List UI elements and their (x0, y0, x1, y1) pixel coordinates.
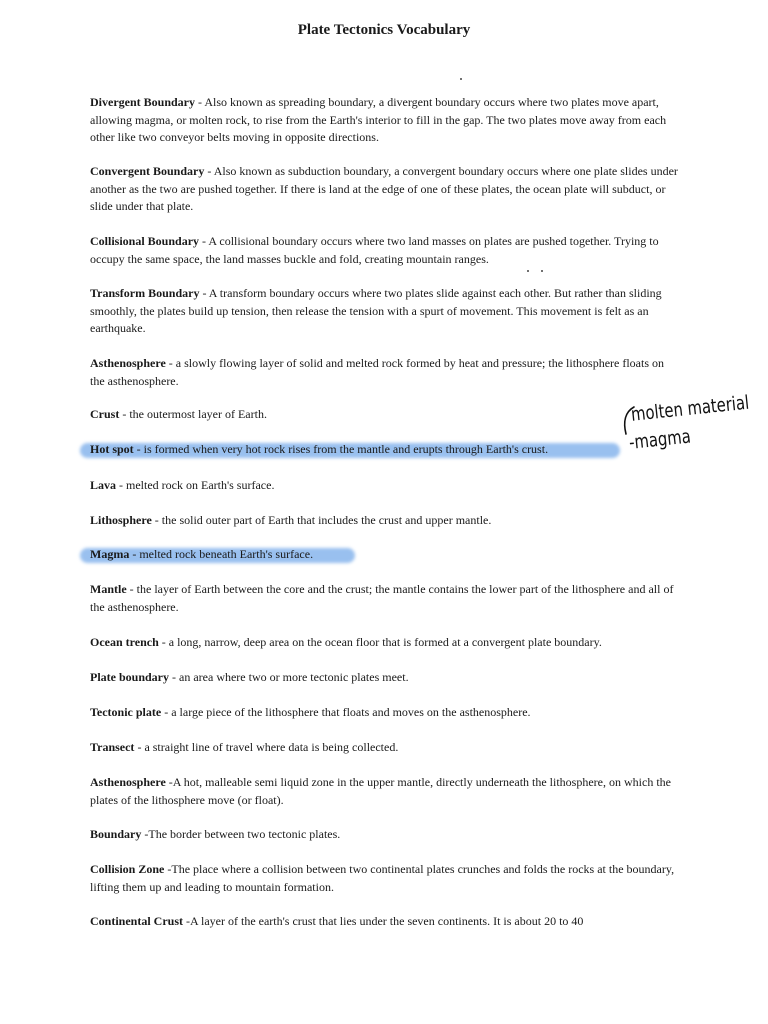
vocab-definition: melted rock on Earth's surface. (126, 478, 275, 492)
vocab-definition: Also known as subduction boundary, a convergent boundary occurs where one plate slides under another as the two are pushed together. If there is land at the edge of one of these plates, the ocean plate will subduct, or slide under that plate. (90, 164, 678, 213)
vocab-definition: the outermost layer of Earth. (129, 407, 267, 421)
vocab-entry: Transform Boundary - A transform boundary occurs where two plates slide against each other. But rather than sliding smoothly, the plates build up tension, then release the tension with a spurt of movement. This movement is felt as an earthquake. (90, 286, 662, 335)
vocab-definition: a large piece of the lithosphere that floats and moves on the asthenosphere. (171, 705, 531, 719)
vocab-term: Boundary (90, 827, 142, 841)
annotation-line-2: -magma (628, 425, 692, 454)
vocab-definition: A layer of the earth's crust that lies under the seven continents. It is about 20 to 40 (190, 914, 584, 928)
vocab-entry: Lava - melted rock on Earth's surface. (90, 478, 275, 492)
vocab-definition: Also known as spreading boundary, a divergent boundary occurs where two plates move apart, allowing magma, or molten rock, to rise from the Earth's interior to fill in the gap. The two plates move away from each other like two conveyor belts moving in opposite directions. (90, 95, 667, 144)
vocab-entry: Asthenosphere - a slowly flowing layer of solid and melted rock formed by heat and pressure; the lithosphere floats on the asthenosphere. (90, 356, 664, 388)
vocab-term: Mantle (90, 582, 127, 596)
annotation-line-1: molten material (630, 391, 751, 426)
vocab-term: Asthenosphere (90, 775, 166, 789)
vocab-term: Divergent Boundary (90, 95, 195, 109)
vocab-term: Lava (90, 478, 117, 492)
vocab-term: Transform Boundary (90, 286, 200, 300)
vocab-definition: A hot, malleable semi liquid zone in the upper mantle, directly underneath the lithosphere, on which the plates of the lithosphere move (or float). (90, 775, 671, 807)
vocab-definition: a straight line of travel where data is being collected. (144, 740, 399, 754)
vocab-definition: the layer of Earth between the core and the crust; the mantle contains the lower part of the lithosphere and all of the asthenosphere. (90, 582, 674, 614)
vocab-definition: melted rock beneath Earth's surface. (139, 547, 314, 561)
vocab-entry: Collisional Boundary - A collisional boundary occurs where two land masses on plates are pushed together. Trying to occupy the same space, the land masses buckle and fold, creating mountain ranges. (90, 234, 659, 266)
vocab-entry: Boundary -The border between two tectonic plates. (90, 827, 341, 841)
vocab-entry: Plate boundary - an area where two or more tectonic plates meet. (90, 670, 409, 684)
vocab-entry: Collision Zone -The place where a collision between two continental plates crunches and folds the rocks at the boundary, lifting them up and leading to mountain formation. (90, 862, 675, 894)
vocab-definition: a long, narrow, deep area on the ocean floor that is formed at a convergent plate boundary. (168, 635, 602, 649)
stray-mark (460, 78, 462, 80)
vocab-definition: an area where two or more tectonic plates meet. (179, 670, 409, 684)
vocab-term: Ocean trench (90, 635, 159, 649)
vocab-entry: Tectonic plate - a large piece of the lithosphere that floats and moves on the asthenosphere. (90, 705, 531, 719)
vocab-definition: the solid outer part of Earth that includes the crust and upper mantle. (161, 513, 492, 527)
vocab-definition: a slowly flowing layer of solid and melted rock formed by heat and pressure; the lithosphere floats on the asthenosphere. (90, 356, 664, 388)
stray-mark (527, 270, 529, 272)
vocab-entry: Mantle - the layer of Earth between the core and the crust; the mantle contains the lower part of the lithosphere and all of the asthenosphere. (90, 582, 674, 614)
vocab-entry: Ocean trench - a long, narrow, deep area on the ocean floor that is formed at a convergent plate boundary. (90, 635, 602, 649)
document-title: Plate Tectonics Vocabulary (297, 22, 471, 38)
vocab-term: Crust (90, 407, 120, 421)
vocab-term: Collision Zone (90, 862, 165, 876)
vocab-entry: Hot spot - is formed when very hot rock rises from the mantle and erupts through Earth's crust. (90, 442, 549, 456)
vocab-term: Magma (90, 547, 130, 561)
vocab-entry: Magma - melted rock beneath Earth's surface. (90, 547, 314, 561)
vocab-entry: Divergent Boundary - Also known as spreading boundary, a divergent boundary occurs where two plates move apart, allowing magma, or molten rock, to rise from the Earth's interior to fill in the gap. The two plates move away from each other like two conveyor belts moving in opposite directions. (90, 95, 667, 144)
handwritten-annotation (620, 391, 760, 480)
vocab-definition: A transform boundary occurs where two plates slide against each other. But rather than sliding smoothly, the plates build up tension, then release the tension with a spurt of movement. This movement is felt as an earthquake. (90, 286, 662, 335)
vocab-term: Tectonic plate (90, 705, 162, 719)
vocab-entry: Lithosphere - the solid outer part of Earth that includes the crust and upper mantle. (90, 513, 492, 527)
vocab-entry: Asthenosphere -A hot, malleable semi liquid zone in the upper mantle, directly underneath the lithosphere, on which the plates of the lithosphere move (or float). (90, 775, 671, 807)
vocab-term: Lithosphere (90, 513, 152, 527)
vocab-term: Plate boundary (90, 670, 170, 684)
vocab-entry: Transect - a straight line of travel where data is being collected. (90, 740, 399, 754)
vocab-term: Continental Crust (90, 914, 184, 928)
vocab-term: Hot spot (90, 442, 134, 456)
vocab-term: Transect (90, 740, 135, 754)
vocab-definition: The place where a collision between two continental plates crunches and folds the rocks at the boundary, lifting them up and leading to mountain formation. (90, 862, 675, 894)
vocab-entry: Convergent Boundary - Also known as subduction boundary, a convergent boundary occurs where one plate slides under another as the two are pushed together. If there is land at the edge of one of these plates, the ocean plate will subduct, or slide under that plate. (90, 164, 678, 213)
vocab-definition: is formed when very hot rock rises from the mantle and erupts through Earth's crust. (143, 442, 549, 456)
vocab-term: Convergent Boundary (90, 164, 205, 178)
vocab-definition: A collisional boundary occurs where two land masses on plates are pushed together. Trying to occupy the same space, the land masses buckle and fold, creating mountain ranges. (90, 234, 659, 266)
vocab-entry: Continental Crust -A layer of the earth's crust that lies under the seven continents. It is about 20 to 40 (90, 914, 584, 928)
vocab-definition: The border between two tectonic plates. (148, 827, 341, 841)
stray-mark (541, 270, 543, 272)
vocab-term: Asthenosphere (90, 356, 166, 370)
vocab-term: Collisional Boundary (90, 234, 200, 248)
vocab-entry: Crust - the outermost layer of Earth. (90, 407, 267, 421)
